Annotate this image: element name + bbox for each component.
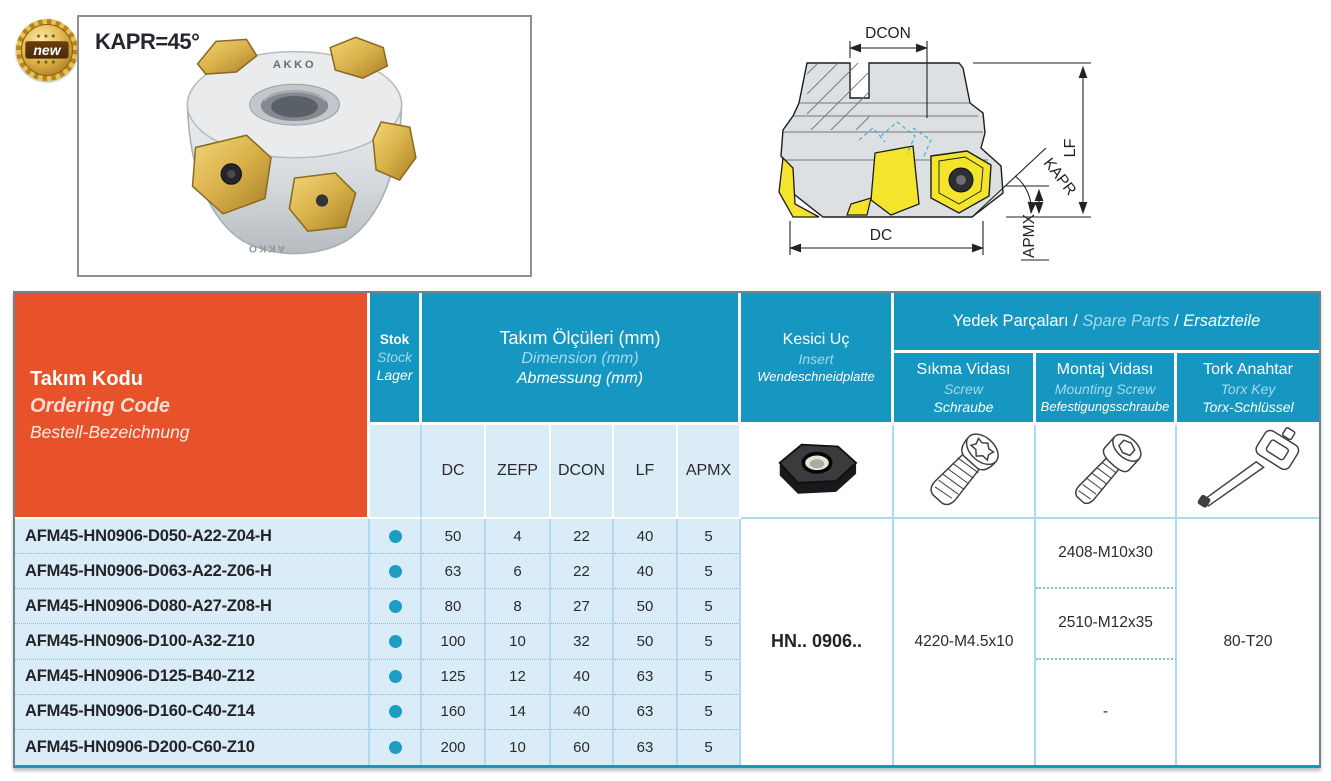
insert-screw-socket <box>227 170 235 178</box>
cell-dc: 160 <box>422 695 486 730</box>
header-clamping-screw <box>894 353 1036 425</box>
header-mounting-screw-tr: Montaj Vidası <box>1056 361 1154 378</box>
cell-dcon: 27 <box>551 589 614 624</box>
stock-dot-cell <box>370 695 422 730</box>
cell-dc: 200 <box>422 730 486 765</box>
cutter-bore-hole <box>271 96 318 117</box>
col-header-apmx: APMX <box>678 425 741 519</box>
milling-cutter-photo <box>167 25 422 270</box>
cell-lf: 50 <box>614 589 678 624</box>
stock-dot-cell <box>370 519 422 554</box>
new-badge-label: new <box>25 41 68 59</box>
header-stock-tr: Stok <box>379 332 410 347</box>
table-row-code: AFM45-HN0906-D200-C60-Z10 <box>15 730 370 765</box>
header-clamping-screw-de: Schraube <box>933 399 994 415</box>
drawing-insert-center <box>871 146 919 215</box>
cell-dc: 50 <box>422 519 486 554</box>
product-photo-frame <box>77 15 532 277</box>
cell-dcon: 22 <box>551 554 614 589</box>
dc-label: DC <box>869 227 893 244</box>
cell-dcon: 40 <box>551 660 614 695</box>
stock-dot-cell <box>370 624 422 659</box>
stock-dot <box>389 670 402 683</box>
torx-screw-icon <box>904 427 1024 515</box>
stock-dot-cell <box>370 660 422 695</box>
header-ordering-code <box>15 293 370 519</box>
stock-dot <box>389 565 402 578</box>
cell-zefp: 6 <box>486 554 551 589</box>
col-header-lf: LF <box>614 425 678 519</box>
header-ordering-code-en: Ordering Code <box>30 394 171 417</box>
header-mounting-screw <box>1036 353 1177 425</box>
new-badge <box>16 19 78 81</box>
badge-stars-top: ★★★ <box>35 34 59 40</box>
brand-text-bottom: AKKO <box>246 242 286 254</box>
kapr-label: KAPR <box>1039 154 1080 199</box>
header-dimensions-de: Abmessung (mm) <box>516 369 644 387</box>
stock-dot <box>389 635 402 648</box>
header-stock-en: Stock <box>376 349 412 365</box>
header-ordering-code-tr: Takım Kodu <box>30 367 143 390</box>
header-dimensions-en: Dimension (mm) <box>521 349 639 367</box>
drawing-insert-screw-star <box>956 175 966 185</box>
header-spare-en: Spare Parts <box>1082 312 1170 330</box>
header-spare-de: Ersatzteile <box>1183 312 1261 330</box>
cell-apmx: 5 <box>678 624 741 659</box>
header-insert-tr: Kesici Uç <box>782 331 850 348</box>
col-header-zefp: ZEFP <box>486 425 551 519</box>
spare-separator-1: / <box>1068 312 1083 330</box>
table-row-code: AFM45-HN0906-D050-A22-Z04-H <box>15 519 370 554</box>
stock-dot <box>389 741 402 754</box>
header-ordering-code-de: Bestell-Bezeichnung <box>30 421 190 442</box>
cell-dc: 100 <box>422 624 486 659</box>
insert-right <box>373 122 416 180</box>
insert-image-cell <box>741 425 894 519</box>
cell-apmx: 5 <box>678 730 741 765</box>
header-spare-tr: Yedek Parçaları <box>952 312 1069 330</box>
cell-lf: 50 <box>614 624 678 659</box>
cell-dcon: 22 <box>551 519 614 554</box>
stock-dot <box>389 530 402 543</box>
spare-separator-2: / <box>1169 312 1184 330</box>
cell-lf: 40 <box>614 519 678 554</box>
cell-zefp: 4 <box>486 519 551 554</box>
table-row-code: AFM45-HN0906-D160-C40-Z14 <box>15 695 370 730</box>
cell-zefp: 14 <box>486 695 551 730</box>
header-clamping-screw-tr: Sıkma Vidası <box>916 361 1011 378</box>
header-insert-en: Insert <box>798 351 834 367</box>
header-mounting-screw-de: Befestigungsschraube <box>1040 399 1170 414</box>
header-torx-key-de: Torx-Schlüssel <box>1202 399 1294 415</box>
cell-apmx: 5 <box>678 554 741 589</box>
cell-lf: 40 <box>614 554 678 589</box>
insert-icon-hole-inner <box>809 459 824 468</box>
dcon-label: DCON <box>865 25 911 42</box>
header-spare-parts <box>894 293 1319 353</box>
insert-code-cell: HN.. 0906.. <box>741 519 894 765</box>
table-row-code: AFM45-HN0906-D063-A22-Z06-H <box>15 554 370 589</box>
lf-label: LF <box>1062 138 1079 158</box>
apmx-label: APMX <box>1021 214 1038 258</box>
header-dimensions-tr: Takım Ölçüleri (mm) <box>499 327 661 348</box>
col-header-dcon: DCON <box>551 425 614 519</box>
stock-subheader-spacer <box>370 425 422 519</box>
header-insert <box>741 293 894 425</box>
stock-dot-cell <box>370 554 422 589</box>
clamping-screw-code-cell: 4220-M4.5x10 <box>894 519 1036 765</box>
cell-dcon: 32 <box>551 624 614 659</box>
header-stock-de: Lager <box>376 367 413 383</box>
stock-dot-cell <box>370 730 422 765</box>
header-mounting-screw-en: Mounting Screw <box>1054 381 1156 397</box>
insert-icon <box>767 435 867 507</box>
table-row-code: AFM45-HN0906-D100-A32-Z10 <box>15 624 370 659</box>
stock-dot <box>389 600 402 613</box>
header-dimensions <box>422 293 741 425</box>
cell-dcon: 60 <box>551 730 614 765</box>
badge-stars-bottom: ★★★ <box>35 60 59 66</box>
cell-zefp: 10 <box>486 730 551 765</box>
header-clamping-screw-en: Screw <box>944 381 983 397</box>
cell-lf: 63 <box>614 695 678 730</box>
header-torx-key <box>1177 353 1319 425</box>
torx-key-image-cell <box>1177 425 1319 519</box>
insert-screw-front-center <box>316 194 328 206</box>
mounting-screw-code-cell: 2408-M10x30 <box>1036 519 1177 589</box>
cell-dc: 125 <box>422 660 486 695</box>
col-header-dc: DC <box>422 425 486 519</box>
kapr-angle-label: KAPR=45° <box>95 29 200 54</box>
technical-drawing <box>763 8 1108 280</box>
header-torx-key-en: Torx Key <box>1220 381 1276 397</box>
cell-dc: 63 <box>422 554 486 589</box>
cell-dcon: 40 <box>551 695 614 730</box>
header-stock <box>370 293 422 425</box>
brand-text-top: AKKO <box>272 58 317 71</box>
header-insert-de: Wendeschneidplatte <box>757 369 875 384</box>
cell-zefp: 12 <box>486 660 551 695</box>
cell-apmx: 5 <box>678 695 741 730</box>
cell-zefp: 10 <box>486 624 551 659</box>
clamping-screw-image-cell <box>894 425 1036 519</box>
cap-screw-icon <box>1046 427 1166 515</box>
mounting-screw-image-cell <box>1036 425 1177 519</box>
cell-apmx: 5 <box>678 589 741 624</box>
table-row-code: AFM45-HN0906-D080-A27-Z08-H <box>15 589 370 624</box>
mounting-screw-code-cell: - <box>1036 660 1177 765</box>
torx-key-icon <box>1188 427 1308 515</box>
cell-apmx: 5 <box>678 519 741 554</box>
cell-apmx: 5 <box>678 660 741 695</box>
ordering-table <box>13 291 1321 768</box>
cell-zefp: 8 <box>486 589 551 624</box>
stock-dot-cell <box>370 589 422 624</box>
stock-dot <box>389 705 402 718</box>
header-torx-key-tr: Tork Anahtar <box>1203 361 1293 378</box>
table-row-code: AFM45-HN0906-D125-B40-Z12 <box>15 660 370 695</box>
cell-dc: 80 <box>422 589 486 624</box>
cell-lf: 63 <box>614 730 678 765</box>
mounting-screw-code-cell: 2510-M12x35 <box>1036 589 1177 659</box>
cell-lf: 63 <box>614 660 678 695</box>
torx-key-code-cell: 80-T20 <box>1177 519 1319 765</box>
new-badge-inner <box>21 24 73 76</box>
